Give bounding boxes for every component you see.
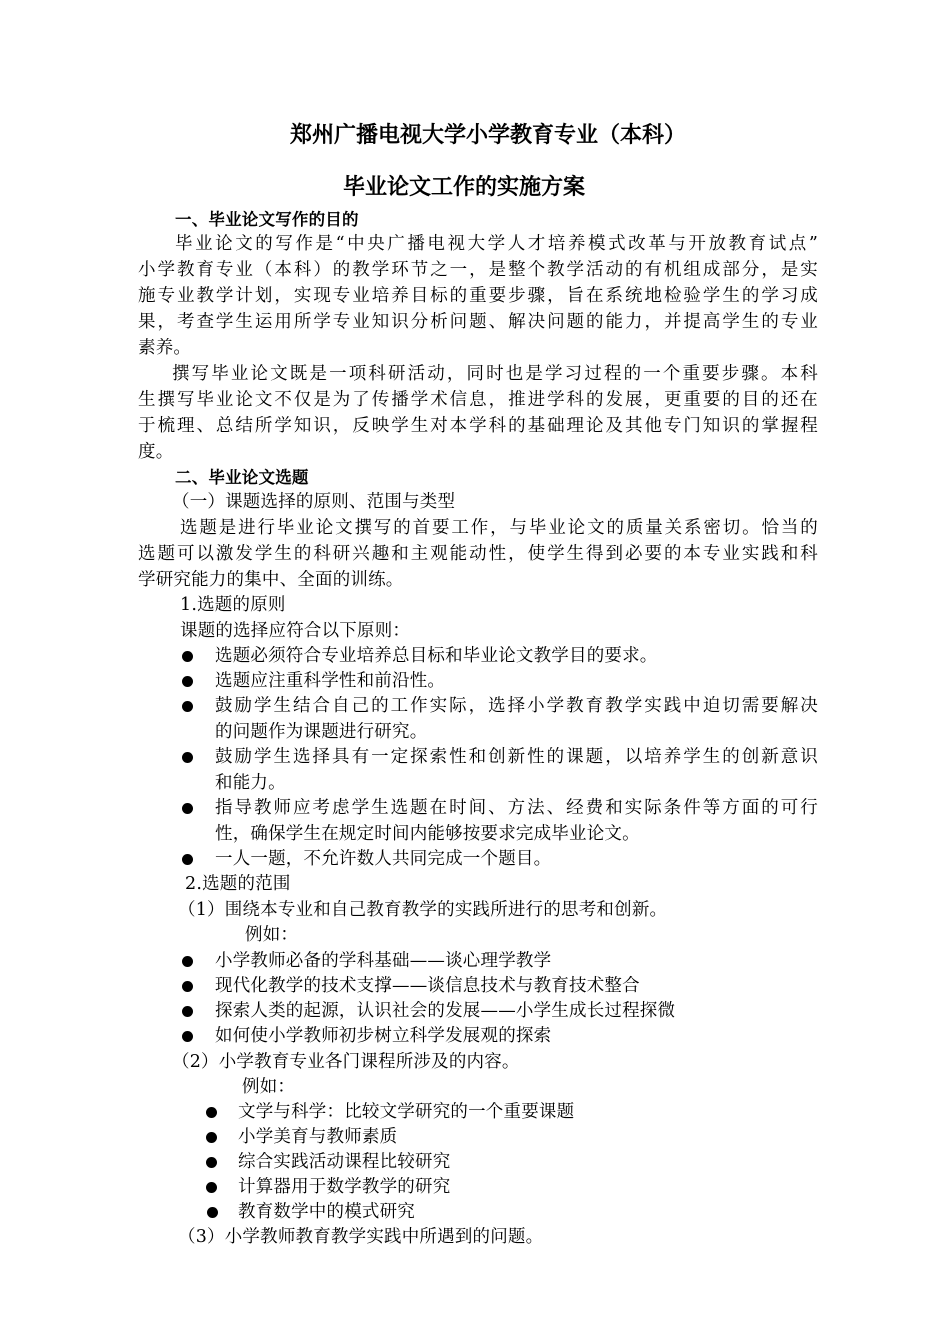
paragraph-line: 毕业论文的写作是“中央广播电视大学人才培养模式改革与开放教育试点”	[175, 234, 818, 254]
bullet-icon	[182, 676, 193, 687]
list-item-text: 现代化教学的技术支撑——谈信息技术与教育技术整合	[215, 976, 640, 996]
bullet-icon	[182, 956, 193, 967]
bullet-icon	[182, 981, 193, 992]
heading-principles: 1.选题的原则	[180, 595, 286, 615]
subsection-heading: （一）课题选择的原则、范围与类型	[172, 492, 456, 512]
scope-item-3: （3）小学教师教育教学实践中所遇到的问题。	[178, 1227, 544, 1247]
example-label: 例如：	[245, 925, 299, 945]
bullet-icon	[182, 854, 193, 865]
paragraph-line: 撰写毕业论文既是一项科研活动，同时也是学习过程的一个重要步骤。本科	[172, 364, 818, 384]
heading-scope: 2.选题的范围	[185, 874, 291, 894]
bullet-icon	[182, 701, 193, 712]
paragraph-line: 小学教育专业（本科）的教学环节之一，是整个教学活动的有机组成部分，是实	[138, 260, 818, 280]
bullet-icon	[182, 1031, 193, 1042]
list-item-text: 选题必须符合专业培养总目标和毕业论文教学目的要求。	[215, 646, 658, 666]
list-item-text: 的问题作为课题进行研究。	[215, 722, 428, 742]
list-item-text: 如何使小学教师初步树立科学发展观的探索	[215, 1026, 552, 1046]
bullet-icon	[206, 1132, 217, 1143]
list-item-text: 鼓励学生结合自己的工作实际，选择小学教育教学实践中迫切需要解决	[215, 696, 818, 716]
paragraph-line: 度。	[138, 442, 174, 462]
bullet-icon	[182, 752, 193, 763]
list-item-text: 计算器用于数学教学的研究	[238, 1177, 451, 1197]
paragraph-line: 选题可以激发学生的科研兴趣和主观能动性，使学生得到必要的本专业实践和科	[138, 544, 818, 564]
list-item-text: 探索人类的起源，认识社会的发展——小学生成长过程探微	[215, 1001, 676, 1021]
bullet-icon	[182, 1006, 193, 1017]
bullet-icon	[182, 803, 193, 814]
document-title-line1: 郑州广播电视大学小学教育专业（本科）	[290, 123, 687, 148]
section-heading-topic: 二、毕业论文选题	[175, 468, 309, 487]
bullet-icon	[206, 1182, 217, 1193]
paragraph-line: 选题是进行毕业论文撰写的首要工作，与毕业论文的质量关系密切。恰当的	[180, 518, 818, 538]
list-item-text: 小学教师必备的学科基础——谈心理学教学	[215, 951, 552, 971]
scope-item-2: （2）小学教育专业各门课程所涉及的内容。	[172, 1052, 520, 1072]
bullet-icon	[206, 1107, 217, 1118]
paragraph-line: 于梳理、总结所学知识，反映学生对本学科的基础理论及其他专门知识的掌握程	[138, 416, 818, 436]
list-item-text: 教育数学中的模式研究	[238, 1202, 415, 1222]
list-item-text: 鼓励学生选择具有一定探索性和创新性的课题，以培养学生的创新意识	[215, 747, 818, 767]
list-item-text: 一人一题，不允许数人共同完成一个题目。	[215, 849, 552, 869]
list-item-text: 指导教师应考虑学生选题在时间、方法、经费和实际条件等方面的可行	[215, 798, 818, 818]
list-item-text: 选题应注重科学性和前沿性。	[215, 671, 446, 691]
list-item-text: 小学美育与教师素质	[238, 1127, 398, 1147]
paragraph-line: 生撰写毕业论文不仅是为了传播学术信息，推进学科的发展，更重要的目的还在	[138, 390, 818, 410]
paragraph-line: 果，考查学生运用所学专业知识分析问题、解决问题的能力，并提高学生的专业	[138, 312, 818, 332]
section-heading-purpose: 一、毕业论文写作的目的	[175, 210, 359, 229]
principles-intro: 课题的选择应符合以下原则：	[180, 621, 411, 641]
bullet-icon	[206, 1157, 217, 1168]
list-item-text: 文学与科学：比较文学研究的一个重要课题	[238, 1102, 575, 1122]
scope-item-1: （1）围绕本专业和自己教育教学的实践所进行的思考和创新。	[178, 900, 668, 920]
list-item-text: 综合实践活动课程比较研究	[238, 1152, 451, 1172]
list-item-text: 和能力。	[215, 773, 286, 793]
paragraph-line: 学研究能力的集中、全面的训练。	[138, 570, 404, 590]
example-label: 例如：	[242, 1077, 296, 1097]
bullet-icon	[182, 651, 193, 662]
paragraph-line: 施专业教学计划，实现专业培养目标的重要步骤，旨在系统地检验学生的学习成	[138, 286, 818, 306]
paragraph-line: 素养。	[138, 338, 192, 358]
bullet-icon	[207, 1207, 218, 1218]
document-title-line2: 毕业论文工作的实施方案	[343, 175, 586, 200]
list-item-text: 性，确保学生在规定时间内能够按要求完成毕业论文。	[215, 824, 640, 844]
